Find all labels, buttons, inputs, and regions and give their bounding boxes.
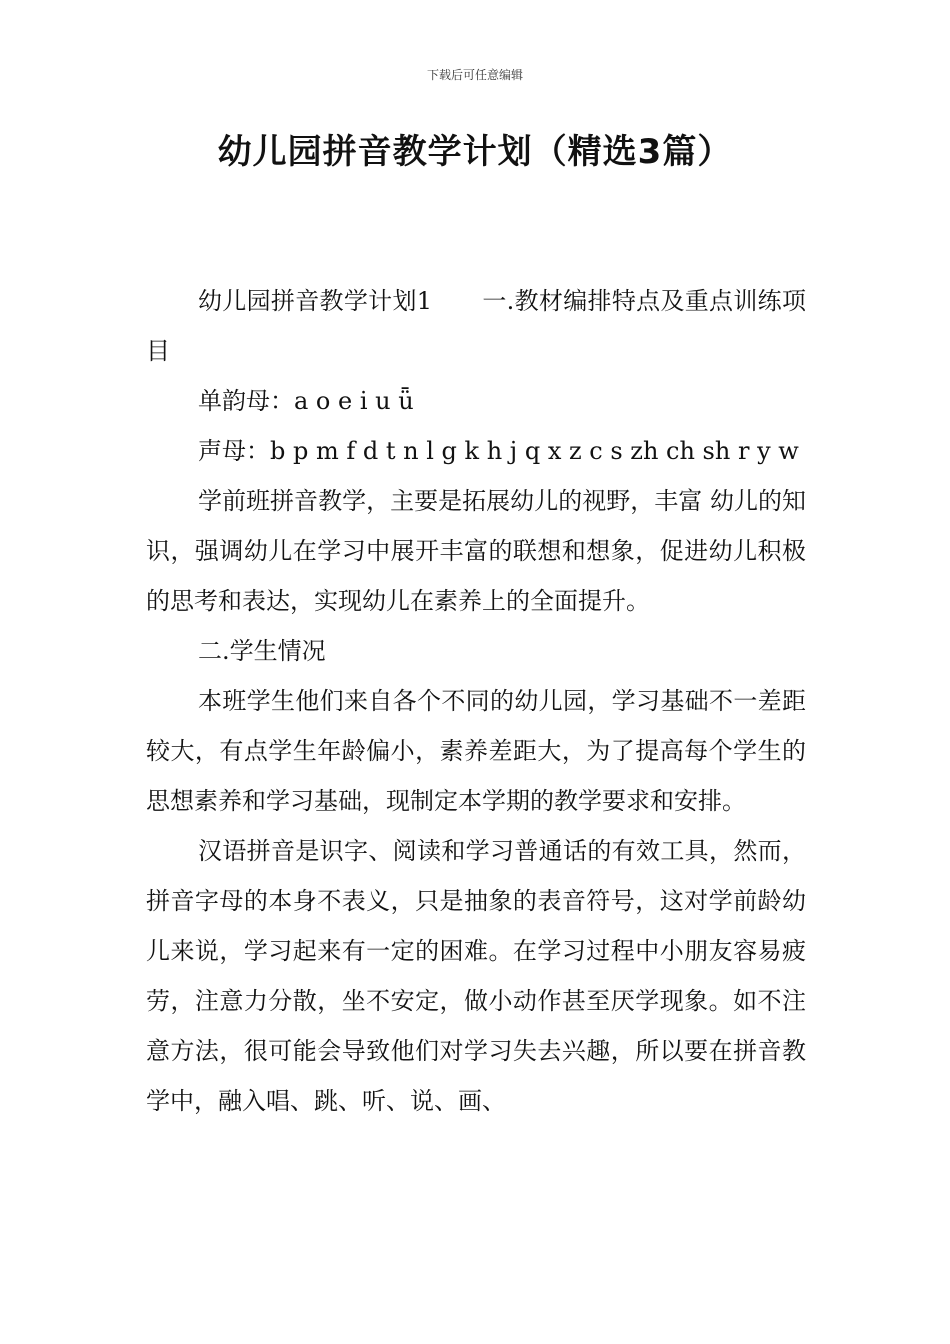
section-two-heading: 二.学生情况 [198,637,326,665]
document-title: 幼儿园拼音教学计划（精选3篇） [217,132,733,172]
initials-line: 声母：b p m f d t n l g k h j q x z c s zh ch sh r y w [198,437,799,465]
paragraph-1: 学前班拼音教学，主要是拓展幼儿的视野，丰富 幼儿的知识，强调幼儿在学习中展开丰富的联想和想象，促进幼儿积极的思考和表达，实现幼儿在素养上的全面提升。 [146,487,806,615]
paragraph-3: 汉语拼音是识字、阅读和学习普通话的有效工具，然而，拼音字母的本身不表义，只是抽象的表音符号，这对学前龄幼儿来说，学习起来有一定的困难。在学习过程中小朋友容易疲劳，注意力分散，坐不安定，做小动作甚至厌学现象。如不注意方法，很可能会导致他们对学习失去兴趣，所以要在拼音教学中，融入唱、跳、听、说、画、 [146,837,806,1115]
finals-line: 单韵母：a o e i u ǖ [198,387,414,415]
intro-paragraph [146,276,806,376]
header-note: 下载后可任意编辑 [426,68,523,82]
document-body [146,276,806,1126]
section-one-heading: 一.教材编排特点及重点训练项目 [146,287,806,365]
plan-heading: 幼儿园拼音教学计划1 [198,287,433,315]
paragraph-2: 本班学生他们来自各个不同的幼儿园，学习基础不一差距较大，有点学生年龄偏小，素养差距大，为了提高每个学生的思想素养和学习基础，现制定本学期的教学要求和安排。 [146,687,806,815]
